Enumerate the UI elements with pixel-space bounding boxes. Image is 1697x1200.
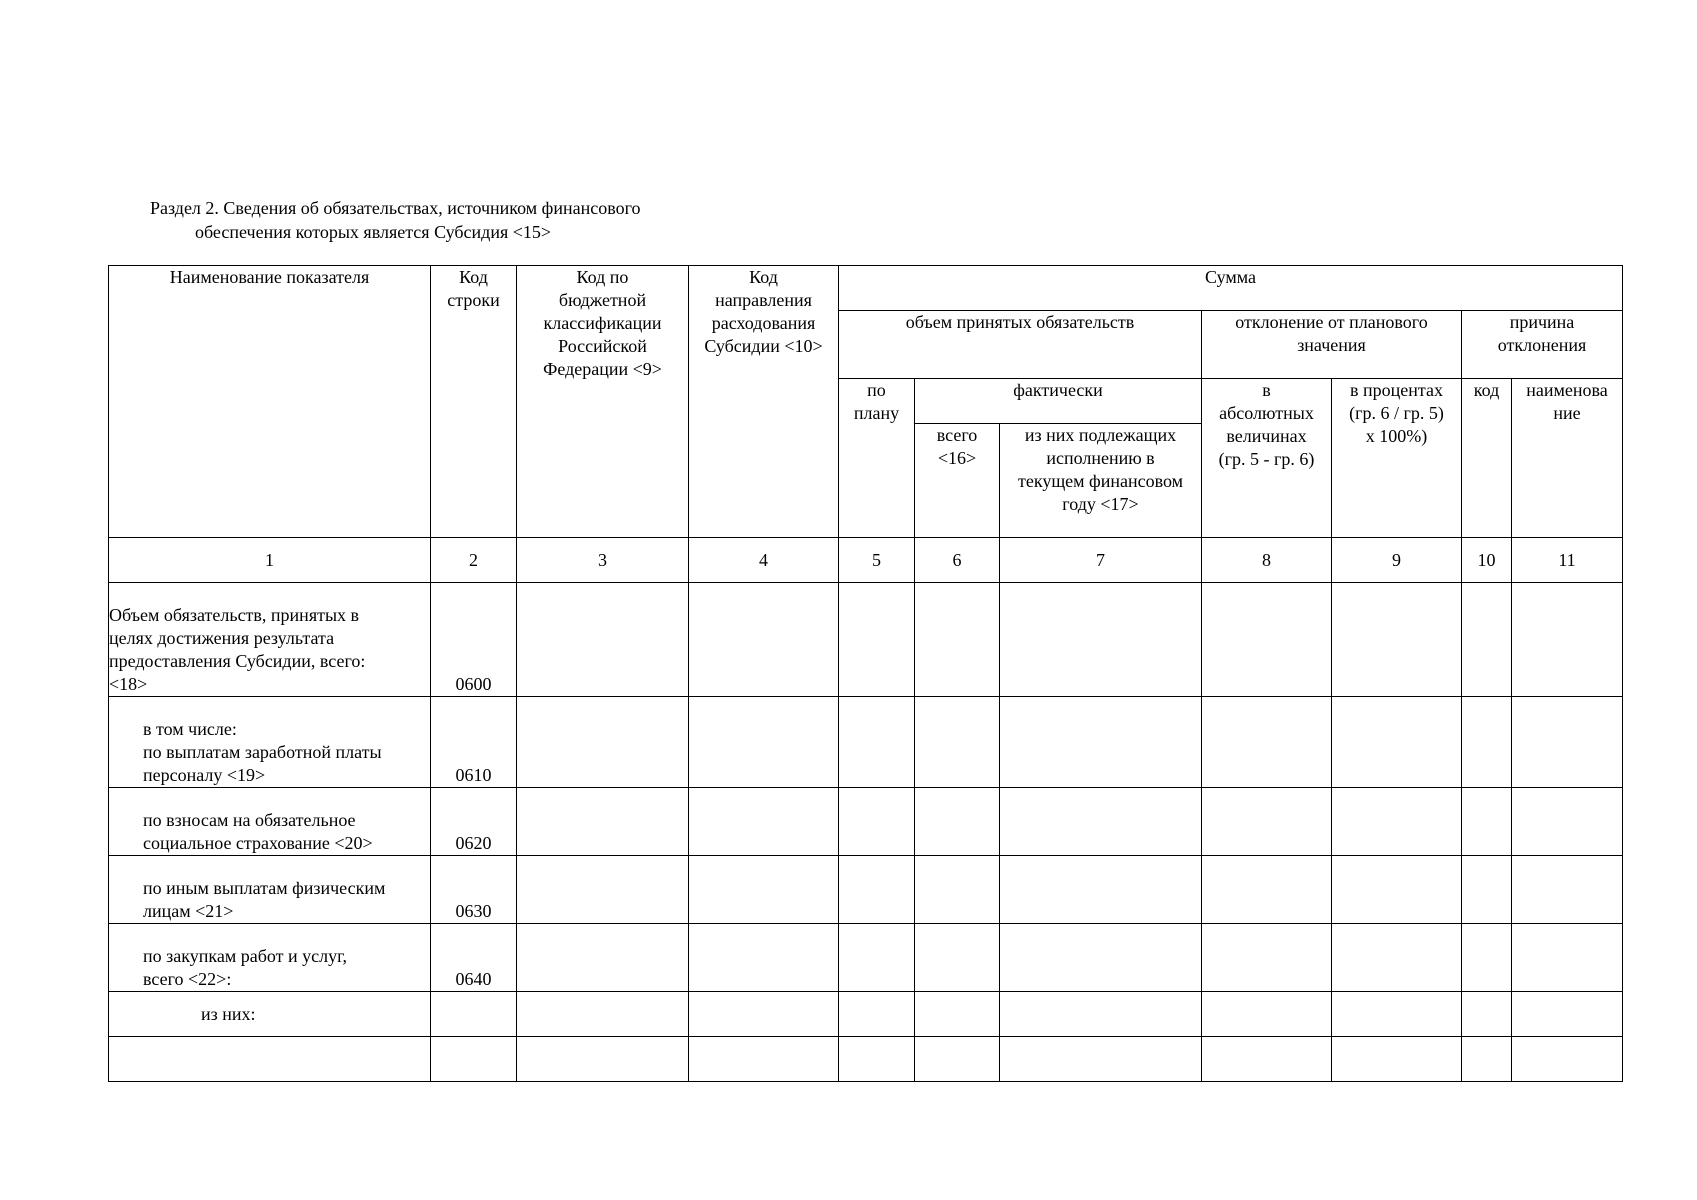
row-label: в том числе: по выплатам заработной платы персоналу <19>	[109, 697, 431, 788]
table-cell[interactable]	[839, 1037, 915, 1082]
table-cell[interactable]	[1332, 924, 1462, 992]
column-number: 4	[689, 538, 839, 583]
table-cell[interactable]	[839, 924, 915, 992]
table-row	[109, 583, 1623, 697]
header-deviation-reason: причина отклонения	[1462, 311, 1623, 379]
table-cell[interactable]	[1000, 1037, 1202, 1082]
table-cell[interactable]	[839, 583, 915, 697]
table-cell[interactable]	[689, 924, 839, 992]
table-row	[109, 856, 1623, 924]
table-cell[interactable]	[689, 583, 839, 697]
table-cell[interactable]	[1512, 788, 1623, 856]
section-title-line-1: Раздел 2. Сведения об обязательствах, источником финансового	[150, 198, 641, 218]
column-number: 1	[109, 538, 431, 583]
table-cell[interactable]	[689, 788, 839, 856]
header-reason-code: код	[1462, 379, 1512, 538]
table-cell[interactable]	[1000, 856, 1202, 924]
column-number: 8	[1202, 538, 1332, 583]
table-cell[interactable]	[517, 697, 689, 788]
header-percent: в процентах (гр. 6 / гр. 5) x 100%)	[1332, 379, 1462, 538]
table-cell[interactable]	[1202, 1037, 1332, 1082]
row-label: по иным выплатам физическим лицам <21>	[109, 856, 431, 924]
table-cell[interactable]	[1332, 1037, 1462, 1082]
table-cell[interactable]	[1462, 924, 1512, 992]
table-cell[interactable]	[915, 856, 1000, 924]
table-cell[interactable]	[1512, 992, 1623, 1037]
header-actual: фактически	[915, 379, 1202, 424]
row-label	[109, 1037, 431, 1082]
header-budget-classification-code: Код по бюджетной классификации Российской Федерации <9>	[517, 266, 689, 538]
column-number: 6	[915, 538, 1000, 583]
column-number: 7	[1000, 538, 1202, 583]
column-number: 3	[517, 538, 689, 583]
header-direction-code: Код направления расходования Субсидии <10>	[689, 266, 839, 538]
section-title-line-2: обеспечения которых является Субсидия <15>	[195, 222, 552, 242]
table-cell[interactable]	[689, 992, 839, 1037]
table-cell[interactable]	[689, 697, 839, 788]
table-cell[interactable]	[517, 856, 689, 924]
column-numbers-row	[109, 538, 1623, 583]
table-row	[109, 924, 1623, 992]
header-indicator-name: Наименование показателя	[109, 266, 431, 538]
table-cell[interactable]	[1512, 924, 1623, 992]
table-cell[interactable]	[915, 697, 1000, 788]
header-row-code: Код строки	[431, 266, 517, 538]
row-code	[431, 1037, 517, 1082]
row-code: 0600	[431, 583, 517, 697]
table-cell[interactable]	[915, 788, 1000, 856]
table-cell[interactable]	[839, 697, 915, 788]
table-cell[interactable]	[1202, 788, 1332, 856]
row-code: 0630	[431, 856, 517, 924]
table-cell[interactable]	[1512, 1037, 1623, 1082]
row-label: из них:	[109, 992, 431, 1037]
table-cell[interactable]	[915, 924, 1000, 992]
row-code: 0640	[431, 924, 517, 992]
table-cell[interactable]	[1512, 583, 1623, 697]
table-cell[interactable]	[1000, 924, 1202, 992]
header-plan: по плану	[839, 379, 915, 538]
table-cell[interactable]	[1462, 697, 1512, 788]
table-cell[interactable]	[915, 583, 1000, 697]
header-deviation: отклонение от планового значения	[1202, 311, 1462, 379]
table-cell[interactable]	[1202, 583, 1332, 697]
table-cell[interactable]	[517, 1037, 689, 1082]
table-cell[interactable]	[839, 992, 915, 1037]
table-cell[interactable]	[1332, 583, 1462, 697]
row-code	[431, 992, 517, 1037]
header-sum: Сумма	[839, 266, 1623, 311]
row-code: 0610	[431, 697, 517, 788]
column-number: 9	[1332, 538, 1462, 583]
column-number: 10	[1462, 538, 1512, 583]
table-cell[interactable]	[689, 856, 839, 924]
table-row	[109, 788, 1623, 856]
table-cell[interactable]	[1000, 788, 1202, 856]
table-cell[interactable]	[1332, 788, 1462, 856]
section-heading	[150, 196, 641, 244]
table-cell[interactable]	[1462, 856, 1512, 924]
table-cell[interactable]	[1512, 856, 1623, 924]
table-cell[interactable]	[915, 992, 1000, 1037]
table-cell[interactable]	[1462, 1037, 1512, 1082]
table-cell[interactable]	[517, 924, 689, 992]
table-cell[interactable]	[1332, 697, 1462, 788]
row-label: по взносам на обязательное социальное страхование <20>	[109, 788, 431, 856]
table-cell[interactable]	[1000, 583, 1202, 697]
header-obligations-volume: объем принятых обязательств	[839, 311, 1202, 379]
table-cell[interactable]	[1202, 924, 1332, 992]
table-cell[interactable]	[1332, 992, 1462, 1037]
column-number: 11	[1512, 538, 1623, 583]
header-actual-current-year: из них подлежащих исполнению в текущем финансовом году <17>	[1000, 424, 1202, 538]
row-code: 0620	[431, 788, 517, 856]
table-cell[interactable]	[1462, 992, 1512, 1037]
table-cell[interactable]	[1202, 992, 1332, 1037]
table-row	[109, 992, 1623, 1037]
table-cell[interactable]	[915, 1037, 1000, 1082]
column-number: 5	[839, 538, 915, 583]
header-reason-name: наименова ние	[1512, 379, 1623, 538]
column-number: 2	[431, 538, 517, 583]
table-cell[interactable]	[517, 992, 689, 1037]
table-cell[interactable]	[839, 788, 915, 856]
table-cell[interactable]	[1202, 856, 1332, 924]
table-cell[interactable]	[517, 788, 689, 856]
table-row	[109, 697, 1623, 788]
table-cell[interactable]	[1462, 788, 1512, 856]
header-absolute-values: в абсолютных величинах (гр. 5 - гр. 6)	[1202, 379, 1332, 538]
table-cell[interactable]	[517, 583, 689, 697]
row-label: Объем обязательств, принятых в целях достижения результата предоставления Субсидии, всего: <18>	[109, 583, 431, 697]
table-cell[interactable]	[689, 1037, 839, 1082]
table-cell[interactable]	[839, 856, 915, 924]
table-cell[interactable]	[1000, 697, 1202, 788]
header-actual-total: всего <16>	[915, 424, 1000, 538]
obligations-table	[108, 265, 1623, 1082]
table-cell[interactable]	[1512, 697, 1623, 788]
row-label: по закупкам работ и услуг, всего <22>:	[109, 924, 431, 992]
table-cell[interactable]	[1462, 583, 1512, 697]
table-cell[interactable]	[1202, 697, 1332, 788]
table-cell[interactable]	[1332, 856, 1462, 924]
table-row	[109, 1037, 1623, 1082]
table-cell[interactable]	[1000, 992, 1202, 1037]
